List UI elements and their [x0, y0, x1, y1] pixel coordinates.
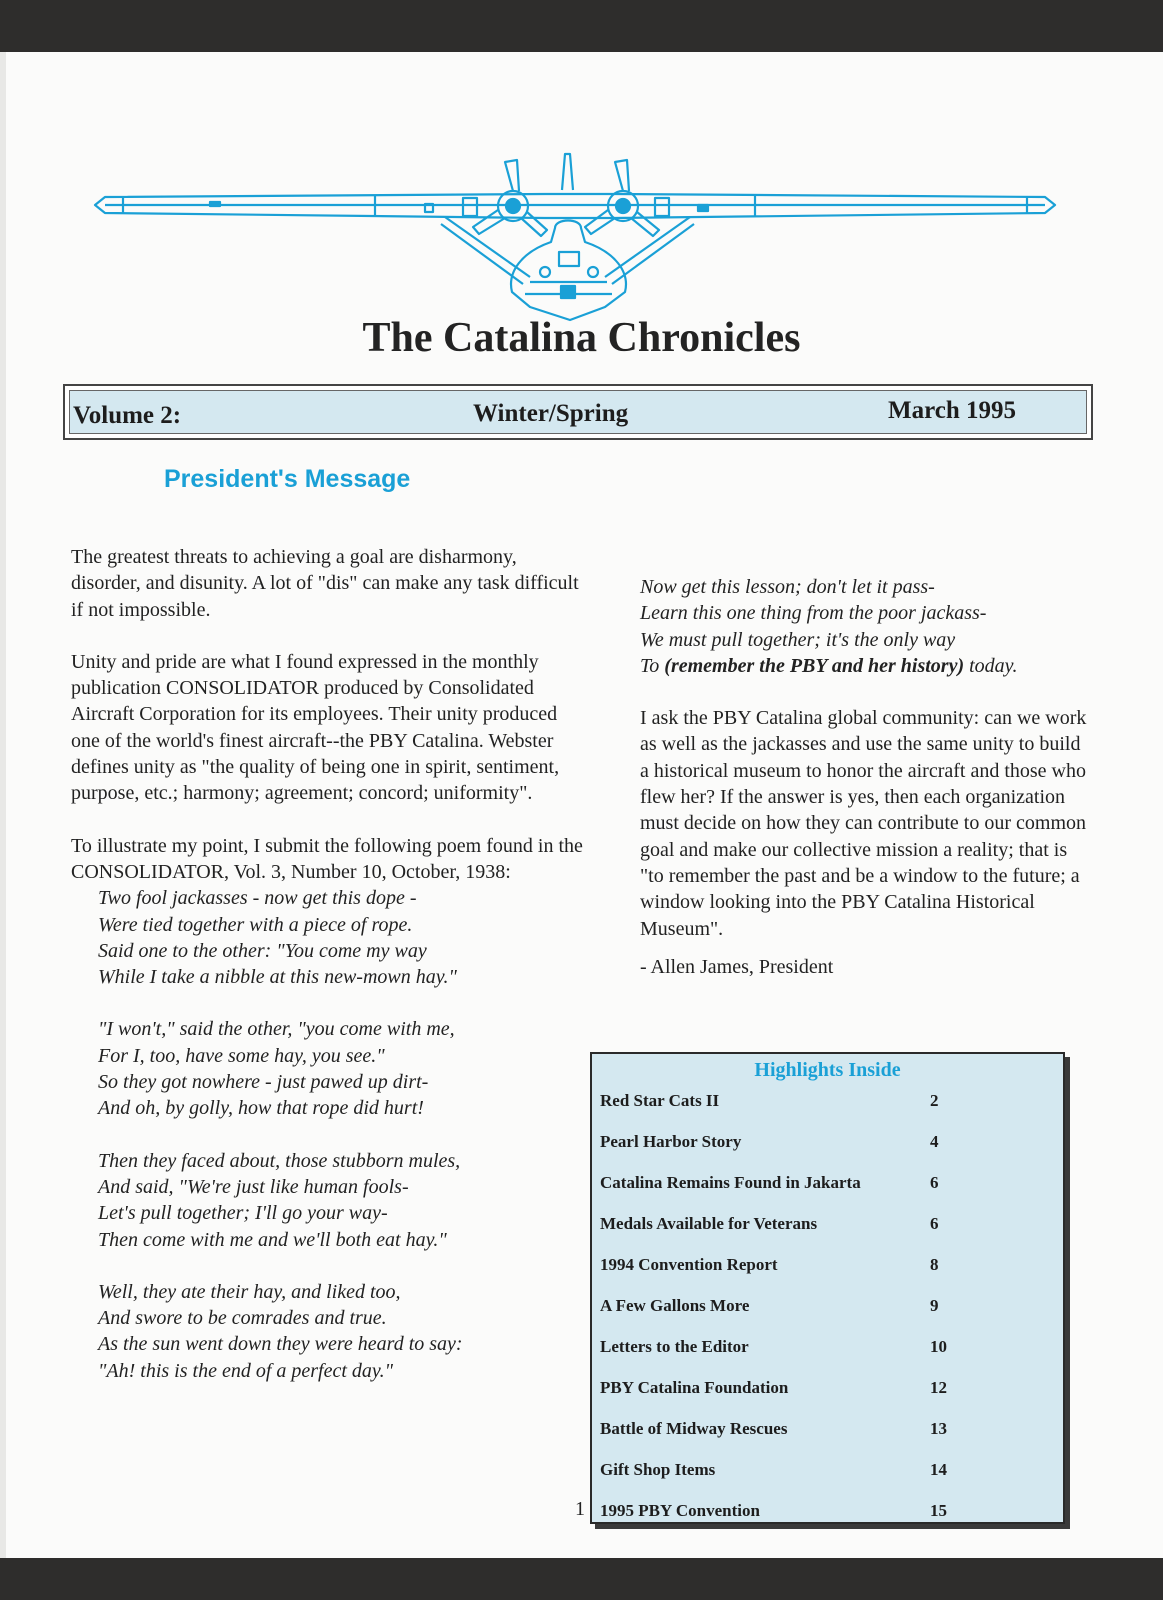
highlight-item [600, 1460, 1040, 1486]
highlight-page: 2 [930, 1091, 939, 1110]
poem-line: And oh, by golly, how that rope did hurt! [98, 1097, 424, 1120]
volume-label: Volume 2: [73, 402, 182, 429]
highlight-page: 13 [930, 1419, 947, 1438]
poem-line: Learn this one thing from the poor jackass- [640, 602, 987, 625]
highlight-page: 6 [930, 1214, 939, 1233]
poem-stanza [98, 885, 586, 990]
highlight-name: 1994 Convention Report [600, 1255, 778, 1274]
highlight-name: A Few Gallons More [600, 1296, 750, 1315]
highlight-item [600, 1337, 1040, 1363]
poem-line: Then come with me and we'll both eat hay." [98, 1228, 447, 1251]
volume-bar-fill [69, 390, 1087, 434]
poem-line: Now get this lesson; don't let it pass- [640, 576, 935, 598]
highlight-name: Battle of Midway Rescues [600, 1419, 788, 1438]
highlight-item [600, 1173, 1040, 1199]
highlight-item [600, 1214, 1040, 1240]
highlight-name: Letters to the Editor [600, 1337, 749, 1356]
poem-line-emphasis: (remember the PBY and her history) [664, 654, 965, 677]
poem-line-start: To [640, 654, 665, 677]
highlights-title: Highlights Inside [754, 1059, 901, 1081]
highlight-name: Gift Shop Items [600, 1460, 716, 1479]
poem-line: Let's pull together; I'll go your way- [98, 1202, 388, 1225]
highlight-name: Catalina Remains Found in Jakarta [600, 1173, 861, 1192]
poem-line: Well, they ate their hay, and liked too, [98, 1280, 401, 1303]
newsletter-page [0, 52, 1163, 1558]
highlight-page: 6 [930, 1173, 939, 1192]
page-edge [0, 52, 6, 1558]
highlight-page: 8 [930, 1255, 939, 1274]
poem-line-end: today. [964, 654, 1018, 677]
poem-line: As the sun went down they were heard to say: [98, 1333, 463, 1356]
poem-line: For I, too, have some hay, you see." [98, 1044, 385, 1067]
poem-line [640, 653, 1090, 679]
highlights-box [590, 1052, 1065, 1524]
right-column [640, 574, 1090, 980]
poem-line: And swore to be comrades and true. [98, 1307, 387, 1330]
highlight-name: Red Star Cats II [600, 1091, 720, 1110]
paragraph: Unity and pride are what I found expressed in the monthly publication CONSOLIDATOR produced by Consolidated Aircraft Corporation for its employees. Their unity produced one of the world's finest aircraft--the PBY Catalina. Webster defines unity as "the quality of being one in spirit, sentiment, purpose, etc.; harmony; agreement; concord; uniformity". [71, 650, 560, 805]
paragraph: The greatest threats to achieving a goal are disharmony, disorder, and disunity. A lot of "dis" can make any task difficult if not impossible. [71, 546, 579, 621]
highlight-name: PBY Catalina Foundation [600, 1378, 789, 1397]
volume-bar [63, 384, 1093, 440]
pby-catalina-plane-icon [85, 102, 1075, 327]
left-column [71, 544, 586, 1410]
season-label: Winter/Spring [473, 400, 629, 427]
poem-stanza [98, 1016, 586, 1121]
highlight-item [600, 1091, 1040, 1117]
highlight-page: 15 [930, 1501, 947, 1520]
highlight-item [600, 1296, 1040, 1322]
presidents-message-heading: President's Message [164, 465, 411, 493]
highlight-page: 12 [930, 1378, 947, 1397]
signature: - Allen James, President [640, 955, 834, 978]
poem-conclusion [640, 574, 1090, 679]
highlight-item [600, 1419, 1040, 1445]
highlight-name: Medals Available for Veterans [600, 1214, 818, 1233]
poem-line: "Ah! this is the end of a perfect day." [98, 1359, 394, 1382]
poem-line: And said, "We're just like human fools- [98, 1175, 409, 1198]
highlight-name: 1995 PBY Convention [600, 1501, 760, 1520]
poem-line: "I won't," said the other, "you come with me, [98, 1018, 455, 1041]
paragraph: To illustrate my point, I submit the following poem found in the CONSOLIDATOR, Vol. 3, Number 10, October, 1938: [71, 834, 583, 883]
poem-line: We must pull together; it's the only way [640, 628, 956, 651]
poem-line: Then they faced about, those stubborn mules, [98, 1149, 461, 1172]
closing-paragraph: I ask the PBY Catalina global community: can we work as well as the jackasses and use the same unity to build a historical museum to honor the aircraft and those who flew her? If the answer is yes, then each organization must decide on how they can contribute to our common goal and make our collective mission a reality; that is "to remember the past and be a window to the future; a window looking into the PBY Catalina Historical Museum". [640, 707, 1087, 940]
poem-line: Said one to the other: "You come my way [98, 939, 427, 962]
highlight-item [600, 1378, 1040, 1404]
poem-stanza [98, 1148, 586, 1253]
highlight-page: 14 [930, 1460, 947, 1479]
highlight-page: 10 [930, 1337, 947, 1356]
highlight-item [600, 1255, 1040, 1281]
poem-line: Were tied together with a piece of rope. [98, 913, 413, 936]
issue-date: March 1995 [888, 397, 1016, 424]
highlight-item [600, 1501, 1040, 1527]
poem-stanza [98, 1279, 586, 1384]
highlight-item [600, 1132, 1040, 1158]
poem-line: While I take a nibble at this new-mown hay." [98, 966, 457, 989]
highlight-name: Pearl Harbor Story [600, 1132, 742, 1151]
poem-line: So they got nowhere - just pawed up dirt- [98, 1071, 429, 1094]
poem-line: Two fool jackasses - now get this dope - [98, 887, 417, 910]
newsletter-title: The Catalina Chronicles [362, 315, 801, 361]
highlight-page: 4 [930, 1132, 939, 1151]
page-number: 1 [575, 1498, 585, 1520]
highlight-page: 9 [930, 1296, 939, 1315]
